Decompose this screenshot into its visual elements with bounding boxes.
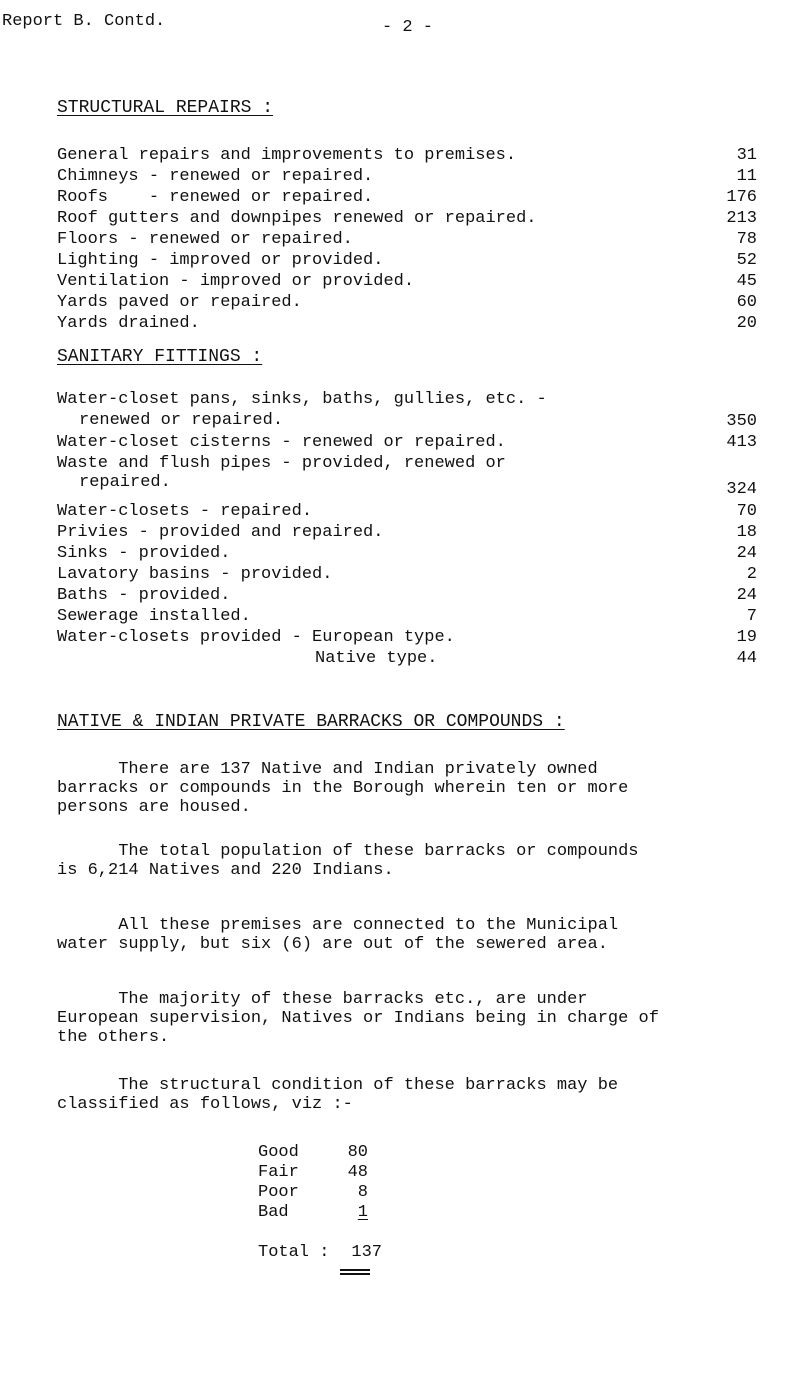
list-item [57, 433, 757, 455]
item-count: 18 [736, 523, 757, 542]
item-count: 31 [736, 146, 757, 165]
item-label: Water-closet cisterns - renewed or repaired. [57, 433, 506, 452]
list-item [57, 251, 757, 273]
list-item [57, 314, 757, 336]
item-label: Yards paved or repaired. [57, 293, 302, 312]
total-label: Total : [258, 1243, 330, 1262]
tally-row [258, 1183, 438, 1203]
barracks-paragraph-condition [57, 1076, 777, 1114]
item-count: 213 [726, 209, 757, 228]
item-label-continued: repaired. [79, 473, 171, 492]
list-item [57, 272, 757, 294]
list-item [57, 628, 757, 650]
item-count: 11 [736, 167, 757, 186]
text-line: classified as follows, viz :- [57, 1095, 353, 1114]
list-item [57, 454, 757, 498]
item-label: Native type. [315, 649, 438, 668]
list-item [57, 565, 757, 587]
item-count: 24 [736, 544, 757, 563]
item-label: Lighting - improved or provided. [57, 251, 384, 270]
item-label: Roof gutters and downpipes renewed or repaired. [57, 209, 537, 228]
tally-row [258, 1163, 438, 1183]
list-item [57, 293, 757, 315]
text-line: The total population of these barracks or compounds [57, 842, 639, 861]
barracks-heading: NATIVE & INDIAN PRIVATE BARRACKS OR COMPOUNDS : [57, 712, 565, 732]
tally-label: Bad [258, 1203, 289, 1222]
item-count: 78 [736, 230, 757, 249]
list-item [57, 586, 757, 608]
item-count: 20 [736, 314, 757, 333]
tally-row [258, 1143, 438, 1163]
item-count: 70 [736, 502, 757, 521]
item-label: Waste and flush pipes - provided, renewed or [57, 454, 506, 473]
item-label: Privies - provided and repaired. [57, 523, 384, 542]
item-count: 52 [736, 251, 757, 270]
item-count: 324 [726, 480, 757, 499]
tally-total-row [258, 1243, 438, 1263]
item-label: Water-closets provided - European type. [57, 628, 455, 647]
item-label: General repairs and improvements to premises. [57, 146, 517, 165]
item-label: Sewerage installed. [57, 607, 251, 626]
text-line: persons are housed. [57, 798, 251, 817]
item-label: Ventilation - improved or provided. [57, 272, 415, 291]
text-line: water supply, but six (6) are out of the sewered area. [57, 935, 608, 954]
item-label: Baths - provided. [57, 586, 231, 605]
item-label: Sinks - provided. [57, 544, 231, 563]
tally-row [258, 1203, 438, 1223]
sanitary-fittings-heading: SANITARY FITTINGS : [57, 347, 263, 367]
item-count: 44 [736, 649, 757, 668]
text-line: barracks or compounds in the Borough wherein ten or more [57, 779, 629, 798]
item-count: 24 [736, 586, 757, 605]
list-item [57, 146, 757, 168]
item-count: 7 [746, 607, 757, 626]
text-line: The majority of these barracks etc., are under [57, 990, 588, 1009]
tally-label: Good [258, 1143, 299, 1162]
item-count: 350 [726, 412, 757, 431]
item-count: 45 [736, 272, 757, 291]
list-item [57, 607, 757, 629]
text-line: The structural condition of these barracks may be [57, 1076, 619, 1095]
item-count: 19 [736, 628, 757, 647]
list-item [57, 167, 757, 189]
list-item [57, 649, 757, 671]
item-count: 60 [736, 293, 757, 312]
barracks-paragraph-supervision [57, 990, 777, 1047]
text-line: There are 137 Native and Indian privately owned [57, 760, 598, 779]
item-label: Chimneys - renewed or repaired. [57, 167, 374, 186]
tally-value: 1 [357, 1203, 368, 1222]
page-number: - 2 - [382, 18, 434, 37]
total-double-rule [340, 1269, 370, 1271]
item-label: Yards drained. [57, 314, 200, 333]
tally-label: Poor [258, 1183, 299, 1202]
text-line: the others. [57, 1028, 170, 1047]
item-label: Lavatory basins - provided. [57, 565, 333, 584]
tally-value: 80 [347, 1143, 368, 1162]
structural-repairs-heading: STRUCTURAL REPAIRS : [57, 98, 274, 118]
text-line: European supervision, Natives or Indians being in charge of [57, 1009, 659, 1028]
item-label: Water-closet pans, sinks, baths, gullies, etc. - [57, 390, 547, 409]
item-label: Water-closets - repaired. [57, 502, 313, 521]
list-item [57, 390, 757, 434]
item-label: Roofs - renewed or repaired. [57, 188, 374, 207]
total-value: 137 [351, 1243, 382, 1262]
text-line: All these premises are connected to the Municipal [57, 916, 619, 935]
list-item [57, 188, 757, 210]
item-label-continued: renewed or repaired. [79, 411, 284, 430]
text-line: is 6,214 Natives and 220 Indians. [57, 861, 394, 880]
barracks-paragraph-water-supply [57, 916, 777, 954]
tally-label: Fair [258, 1163, 299, 1182]
list-item [57, 523, 757, 545]
tally-value: 48 [347, 1163, 368, 1182]
total-double-rule [340, 1273, 370, 1275]
list-item [57, 502, 757, 524]
list-item [57, 544, 757, 566]
item-label: Floors - renewed or repaired. [57, 230, 353, 249]
tally-value: 8 [357, 1183, 368, 1202]
item-count: 413 [726, 433, 757, 452]
barracks-paragraph-population [57, 842, 777, 880]
item-count: 2 [746, 565, 757, 584]
barracks-paragraph-count [57, 760, 777, 817]
item-count: 176 [726, 188, 757, 207]
report-title: Report B. Contd. [2, 12, 166, 31]
list-item [57, 230, 757, 252]
list-item [57, 209, 757, 231]
